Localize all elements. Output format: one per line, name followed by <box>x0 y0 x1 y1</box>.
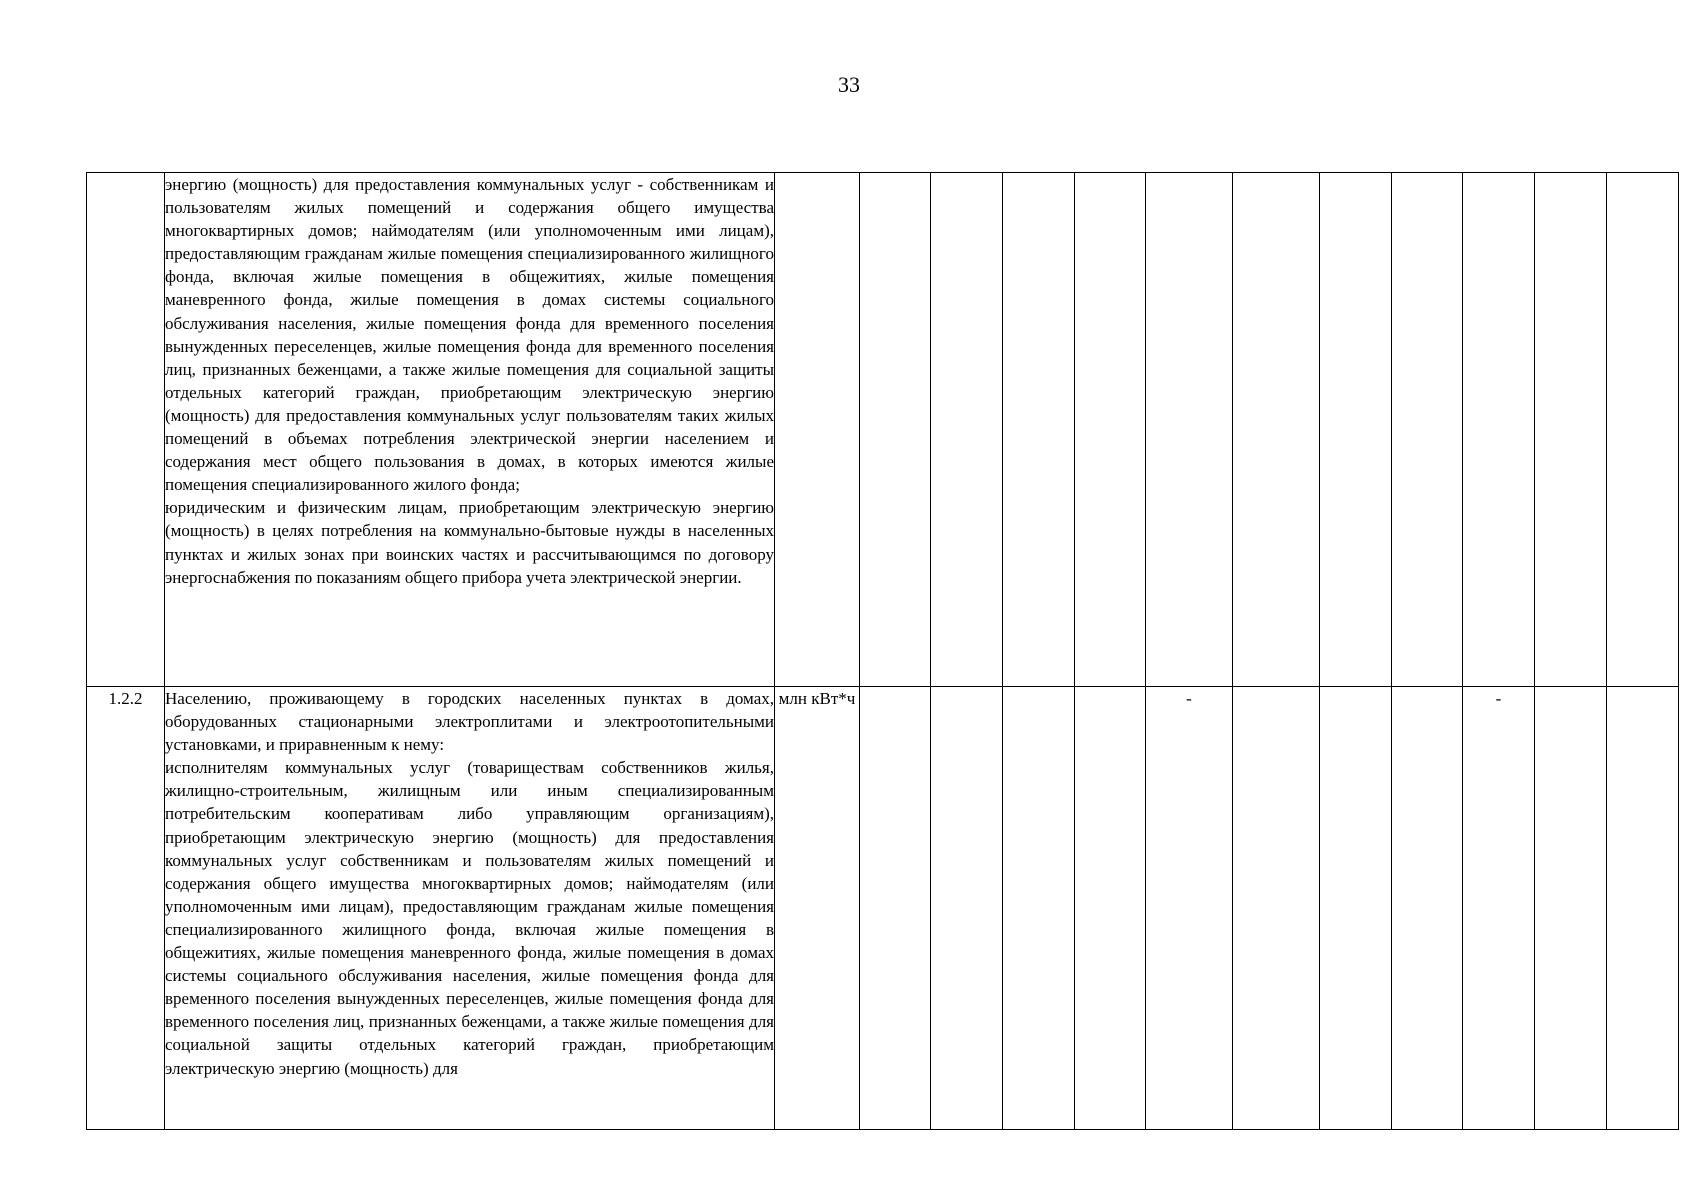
value-cell <box>1392 173 1463 687</box>
value-cell <box>1320 173 1392 687</box>
value-cell <box>1535 173 1607 687</box>
unit-cell <box>775 173 860 687</box>
value-cell <box>1463 173 1535 687</box>
value-cell <box>1392 687 1463 1130</box>
row-number <box>87 173 165 687</box>
description-paragraph: исполнителям коммунальных услуг (товариществам собственников жилья, жилищно-строительным, жилищным или иным специализированным потребительским кооперативам либо управляющим организациям), приобретающим электрическую энергию (мощность) для предоставления коммунальных услуг собственникам и пользователям жилых помещений и содержания общего имущества многоквартирных домов; наймодателям (или уполномоченным ими лицам), предоставляющим гражданам жилые помещения специализированного жилищного фонда, включая жилые помещения в общежитиях, жилые помещения маневренного фонда, жилые помещения в домах системы социального обслуживания населения, жилые помещения фонда для временного поселения вынужденных переселенцев, жилые помещения фонда для временного поселения лиц, признанных беженцами, а также жилые помещения для социальной защиты отдельных категорий граждан, приобретающим электрическую энергию (мощность) для <box>165 758 774 1078</box>
table-row <box>87 173 1679 687</box>
row-number: 1.2.2 <box>87 687 165 1130</box>
table-row <box>87 687 1679 1130</box>
description-paragraph: юридическим и физическим лицам, приобретающим электрическую энергию (мощность) в целях потребления на коммунально-бытовые нужды в населенных пунктах и жилых зонах при воинских частях и рассчитывающимся по договору энергоснабжения по показаниям общего прибора учета электрической энергии. <box>165 498 774 587</box>
description-cell <box>165 687 775 1130</box>
value-cell <box>1607 173 1679 687</box>
value-cell: - <box>1146 687 1233 1130</box>
value-cell <box>860 687 931 1130</box>
description-paragraph: Населению, проживающему в городских населенных пунктах в домах, оборудованных стационарными электроплитами и электроотопительными установками, и приравненным к нему: <box>165 689 774 755</box>
value-cell <box>1146 173 1233 687</box>
value-cell <box>1320 687 1392 1130</box>
value-cell <box>931 173 1003 687</box>
value-cell <box>1535 687 1607 1130</box>
page-number: 33 <box>838 72 860 97</box>
value-cell <box>1075 173 1146 687</box>
value-cell <box>1607 687 1679 1130</box>
value-cell <box>1075 687 1146 1130</box>
description-paragraph: энергию (мощность) для предоставления коммунальных услуг - собственникам и пользователям жилых помещений и содержания общего имущества многоквартирных домов; наймодателям (или уполномоченным ими лицам), предоставляющим гражданам жилые помещения специализированного жилищного фонда, включая жилые помещения в общежитиях, жилые помещения маневренного фонда, жилые помещения в домах системы социального обслуживания населения, жилые помещения фонда для временного поселения вынужденных переселенцев, жилые помещения фонда для временного поселения лиц, признанных беженцами, а также жилые помещения для социальной защиты отдельных категорий граждан, приобретающим электрическую энергию (мощность) для предоставления коммунальных услуг пользователям таких жилых помещений в объемах потребления электрической энергии населением и содержания мест общего пользования в домах, в которых имеются жилые помещения специализированного жилого фонда; <box>165 175 774 495</box>
unit-cell: млн кВт*ч <box>775 687 860 1130</box>
value-cell <box>1003 173 1075 687</box>
value-cell <box>931 687 1003 1130</box>
value-cell <box>860 173 931 687</box>
description-cell <box>165 173 775 687</box>
value-cell <box>1233 173 1320 687</box>
value-cell <box>1003 687 1075 1130</box>
value-cell <box>1233 687 1320 1130</box>
value-cell: - <box>1463 687 1535 1130</box>
data-table <box>86 172 1679 1130</box>
